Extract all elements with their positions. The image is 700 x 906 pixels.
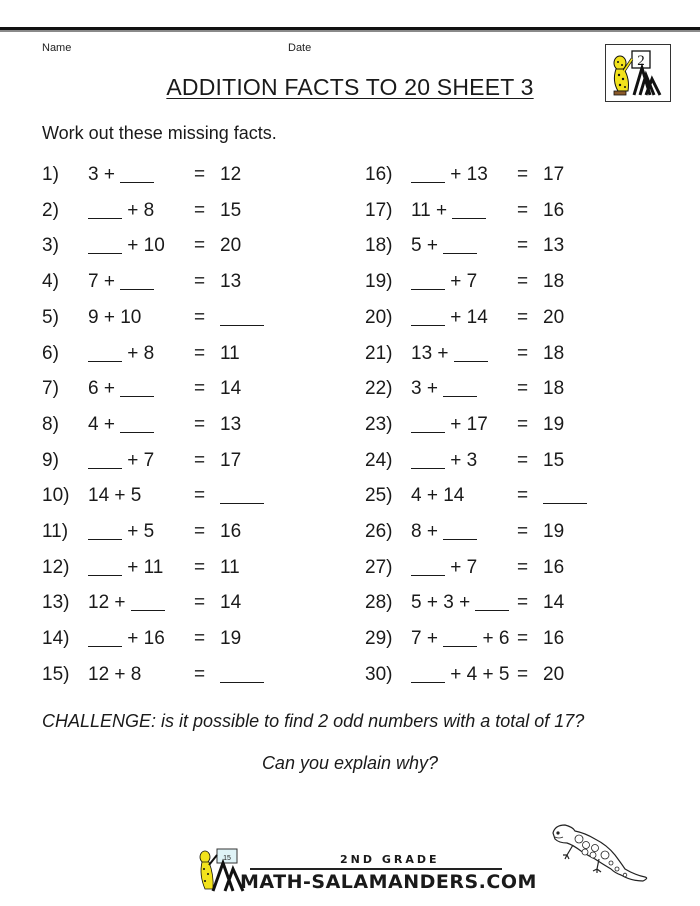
problem-expression [88, 267, 154, 297]
equals-sign: = [194, 164, 206, 185]
problem-row [365, 446, 625, 476]
problem-expression [88, 374, 154, 404]
problem-row [42, 231, 302, 261]
answer-blank[interactable] [411, 305, 445, 326]
result-value: 14 [220, 378, 242, 400]
problem-expression [88, 303, 141, 333]
answer-blank[interactable] [543, 483, 587, 504]
equals-sign: = [194, 485, 206, 507]
answer-blank[interactable] [454, 341, 488, 362]
equals-sign: = [517, 556, 529, 578]
problem-number: 9) [42, 449, 59, 471]
problem-number: 15) [42, 663, 70, 685]
problem-expression [411, 160, 488, 190]
answer-slot[interactable] [543, 481, 587, 511]
equals-sign: = [517, 663, 529, 685]
answer-blank[interactable] [88, 198, 122, 219]
equals-sign: = [194, 271, 206, 293]
problem-row [365, 196, 625, 226]
problem-number: 29) [365, 628, 393, 650]
answer-blank[interactable] [120, 412, 154, 433]
result-value: 20 [220, 235, 242, 257]
svg-text:2: 2 [637, 53, 645, 69]
equals-sign: = [517, 628, 529, 650]
problem-number: 12) [42, 556, 70, 578]
problem-number: 21) [365, 342, 393, 364]
equals-sign: = [194, 663, 206, 685]
expression-text: 12 + 8 [88, 663, 142, 685]
result-value: 11 [220, 342, 240, 364]
equals-sign: = [517, 199, 529, 221]
problem-expression [88, 481, 141, 511]
problem-row [365, 553, 625, 583]
problem-expression [88, 553, 163, 583]
problem-expression [88, 196, 154, 226]
equals-sign: = [194, 556, 206, 578]
expression-text: 4 + 14 [411, 485, 465, 507]
equals-sign: = [194, 521, 206, 542]
problem-expression [411, 196, 486, 226]
expression-text: + 7 [122, 449, 155, 471]
result-value: 19 [220, 628, 242, 650]
answer-blank[interactable] [220, 662, 264, 683]
answer-blank[interactable] [411, 662, 445, 683]
result-value: 15 [543, 449, 565, 471]
problem-expression [88, 624, 165, 654]
problem-row [365, 160, 625, 190]
result-value: 20 [543, 306, 565, 328]
equals-sign: = [194, 413, 206, 435]
result-value: 11 [220, 556, 240, 578]
expression-text: 7 + [88, 271, 121, 293]
expression-text: + 14 [445, 306, 488, 328]
result-value: 16 [543, 556, 565, 578]
equals-sign: = [517, 342, 529, 364]
equals-sign: = [194, 449, 206, 471]
answer-blank[interactable] [443, 233, 477, 254]
expression-text: 5 + [411, 235, 444, 257]
equals-sign: = [517, 306, 529, 328]
answer-blank[interactable] [120, 376, 154, 397]
equals-sign: = [517, 164, 529, 185]
salamander-logo-icon [605, 44, 671, 102]
result-value: 16 [543, 199, 565, 221]
answer-blank[interactable] [411, 448, 445, 469]
expression-text: 11 + [411, 199, 453, 221]
problem-expression [411, 374, 477, 404]
problem-number: 4) [42, 271, 59, 293]
problem-row [42, 160, 302, 190]
problem-number: 20) [365, 306, 393, 328]
result-value: 18 [543, 271, 565, 293]
salamander-icon [545, 815, 655, 890]
expression-text: 8 + [411, 521, 444, 542]
result-value: 14 [543, 592, 565, 614]
problem-expression [411, 446, 477, 476]
problem-expression [88, 517, 154, 547]
problem-row [42, 410, 302, 440]
answer-blank[interactable] [411, 555, 445, 576]
answer-blank[interactable] [443, 626, 477, 647]
equals-sign: = [517, 521, 529, 542]
problem-expression [411, 588, 509, 618]
expression-text: 9 + 10 [88, 306, 142, 328]
answer-slot[interactable] [220, 660, 264, 690]
problem-row [365, 660, 625, 690]
problem-row [42, 374, 302, 404]
result-value: 12 [220, 164, 242, 185]
equals-sign: = [194, 342, 206, 364]
problem-row [42, 624, 302, 654]
expression-text: 12 + [88, 592, 131, 614]
problem-expression [411, 339, 488, 369]
problem-number: 27) [365, 556, 393, 578]
equals-sign: = [517, 413, 529, 435]
problem-row [42, 660, 302, 690]
answer-blank[interactable] [220, 305, 264, 326]
answer-blank[interactable] [411, 269, 445, 290]
expression-text: + 3 [445, 449, 478, 471]
page-title: ADDITION FACTS TO 20 SHEET 3 [166, 74, 534, 100]
answer-blank[interactable] [411, 162, 445, 183]
problem-expression [411, 553, 477, 583]
equals-sign: = [194, 592, 206, 614]
result-value: 19 [543, 413, 565, 435]
problem-number: 3) [42, 235, 59, 257]
problem-expression [411, 624, 509, 654]
expression-text: 14 + 5 [88, 485, 142, 507]
equals-sign: = [517, 592, 529, 614]
answer-slot[interactable] [220, 481, 264, 511]
problem-number: 2) [42, 199, 59, 221]
result-value: 17 [220, 449, 242, 471]
problem-number: 22) [365, 378, 393, 400]
answer-blank[interactable] [131, 590, 165, 611]
problem-expression [411, 481, 464, 511]
problem-row [42, 553, 302, 583]
answer-blank[interactable] [88, 341, 122, 362]
problem-row [42, 267, 302, 297]
expression-text: + 7 [445, 271, 478, 293]
result-value: 18 [543, 378, 565, 400]
date-label: Date [288, 42, 312, 54]
problem-number: 10) [42, 485, 70, 507]
problem-row [365, 481, 625, 511]
name-label: Name [42, 42, 72, 54]
problem-expression [411, 517, 477, 547]
footer-divider [250, 868, 502, 870]
problem-number: 17) [365, 199, 393, 221]
result-value: 16 [220, 521, 242, 542]
answer-blank[interactable] [88, 519, 122, 540]
answer-blank[interactable] [443, 519, 477, 540]
expression-text: + 8 [122, 342, 155, 364]
problem-row [42, 303, 302, 333]
challenge-question: CHALLENGE: is it possible to find 2 odd numbers with a total of 17? [42, 711, 585, 731]
problem-number: 30) [365, 663, 393, 685]
expression-text: 7 + [411, 628, 444, 650]
answer-blank[interactable] [411, 412, 445, 433]
answer-blank[interactable] [88, 626, 122, 647]
expression-text: 13 + [411, 342, 454, 364]
problem-row [365, 624, 625, 654]
answer-blank[interactable] [120, 162, 154, 183]
problem-expression [88, 339, 154, 369]
problem-expression [88, 446, 154, 476]
footer-grade: 2ND GRADE [340, 853, 440, 866]
svg-text:15: 15 [223, 855, 231, 862]
problem-row [365, 231, 625, 261]
equals-sign: = [517, 485, 529, 507]
problem-expression [411, 267, 477, 297]
problem-row [365, 303, 625, 333]
problem-expression [411, 660, 509, 690]
expression-text: + 5 [122, 521, 155, 542]
result-value: 15 [220, 199, 242, 221]
problem-row [42, 339, 302, 369]
problem-expression [88, 660, 141, 690]
answer-blank[interactable] [475, 590, 509, 611]
expression-text: 3 + [411, 378, 444, 400]
equals-sign: = [517, 271, 529, 293]
answer-blank[interactable] [443, 376, 477, 397]
problem-expression [88, 588, 165, 618]
problem-expression [88, 160, 154, 190]
expression-text: + 16 [122, 628, 165, 650]
result-value: 13 [220, 413, 242, 435]
result-value: 18 [543, 342, 565, 364]
problem-row [365, 267, 625, 297]
problem-row [365, 339, 625, 369]
problem-number: 1) [42, 164, 59, 185]
problem-row [42, 517, 302, 547]
problem-row [42, 196, 302, 226]
problem-expression [411, 231, 477, 261]
expression-text: + 4 + 5 [445, 663, 510, 685]
problem-expression [88, 231, 165, 261]
problem-number: 8) [42, 413, 59, 435]
problem-row [42, 446, 302, 476]
problem-number: 16) [365, 164, 393, 185]
problem-number: 28) [365, 592, 393, 614]
expression-text: + 11 [122, 556, 164, 578]
answer-blank[interactable] [88, 448, 122, 469]
expression-text: 4 + [88, 413, 121, 435]
expression-text: + 6 [477, 628, 510, 650]
problem-number: 6) [42, 342, 59, 364]
problem-row [365, 517, 625, 547]
problem-number: 24) [365, 449, 393, 471]
result-value: 13 [220, 271, 242, 293]
equals-sign: = [194, 628, 206, 650]
expression-text: + 13 [445, 164, 488, 185]
problem-row [365, 374, 625, 404]
expression-text: 6 + [88, 378, 121, 400]
problem-number: 26) [365, 521, 393, 542]
problem-number: 19) [365, 271, 393, 293]
result-value: 19 [543, 521, 565, 542]
problem-row [365, 410, 625, 440]
answer-blank[interactable] [88, 233, 122, 254]
problem-expression [88, 410, 154, 440]
equals-sign: = [194, 306, 206, 328]
answer-blank[interactable] [120, 269, 154, 290]
result-value: 13 [543, 235, 565, 257]
result-value: 14 [220, 592, 242, 614]
instructions: Work out these missing facts. [42, 123, 277, 143]
expression-text: + 8 [122, 199, 155, 221]
top-rule-shadow [0, 30, 700, 32]
answer-blank[interactable] [220, 483, 264, 504]
answer-blank[interactable] [88, 555, 122, 576]
equals-sign: = [194, 378, 206, 400]
expression-text: 3 + [88, 164, 121, 185]
problem-number: 11) [42, 521, 69, 542]
challenge-followup: Can you explain why? [261, 753, 439, 773]
problem-number: 7) [42, 378, 59, 400]
answer-blank[interactable] [452, 198, 486, 219]
problem-row [42, 588, 302, 618]
problem-expression [411, 410, 488, 440]
equals-sign: = [194, 235, 206, 257]
problem-number: 18) [365, 235, 393, 257]
problem-number: 14) [42, 628, 70, 650]
problem-number: 23) [365, 413, 393, 435]
result-value: 20 [543, 663, 565, 685]
problem-row [42, 481, 302, 511]
problem-number: 25) [365, 485, 393, 507]
equals-sign: = [517, 235, 529, 257]
result-value: 16 [543, 628, 565, 650]
equals-sign: = [517, 378, 529, 400]
expression-text: + 7 [445, 556, 478, 578]
expression-text: 5 + 3 + [411, 592, 476, 614]
problem-row [365, 588, 625, 618]
expression-text: + 10 [122, 235, 165, 257]
equals-sign: = [517, 449, 529, 471]
problem-expression [411, 303, 488, 333]
problem-number: 13) [42, 592, 70, 614]
footer-site-link[interactable]: MATH-SALAMANDERS.COM [240, 871, 537, 893]
answer-slot[interactable] [220, 303, 264, 333]
expression-text: + 17 [445, 413, 488, 435]
problem-number: 5) [42, 306, 59, 328]
equals-sign: = [194, 199, 206, 221]
result-value: 17 [543, 164, 565, 185]
